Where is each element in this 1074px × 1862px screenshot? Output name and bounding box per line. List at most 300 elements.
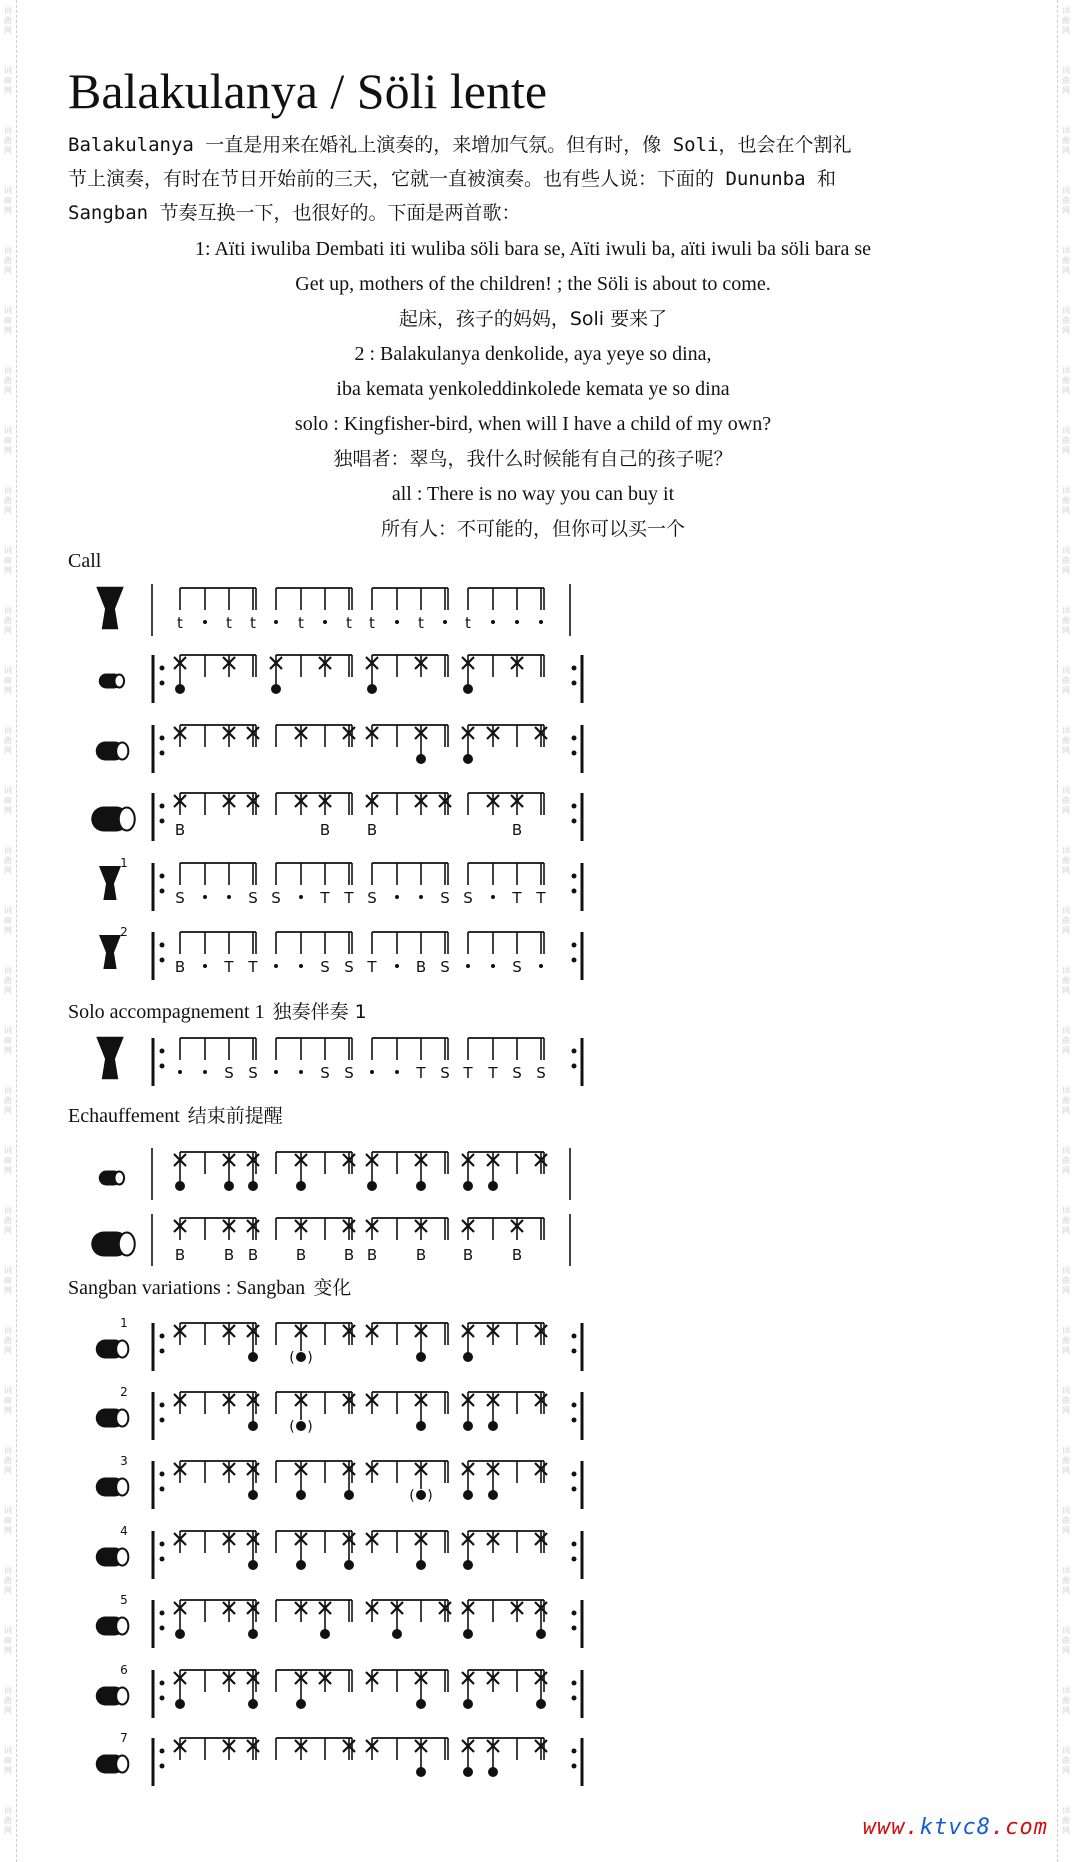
repeat-dot — [160, 1064, 165, 1069]
repeat-dot — [160, 666, 165, 671]
open-stroke-dot — [248, 1560, 258, 1570]
stroke-label: B — [511, 1246, 523, 1264]
watermark-text: 词 曲 网 — [1062, 306, 1070, 335]
open-stroke-dot — [416, 1352, 426, 1362]
notation-row — [96, 725, 582, 773]
djembe-icon — [96, 587, 124, 630]
repeat-dot — [572, 804, 577, 809]
intro-line: Balakulanya 一直是用来在婚礼上演奏的，来增加气氛。但有时，像 Soli，也会在个割礼 — [68, 134, 852, 156]
stroke-label: T — [224, 958, 234, 976]
repeat-dot — [572, 1472, 577, 1477]
notation-row — [96, 1731, 582, 1786]
watermark-text: 词 曲 网 — [4, 66, 12, 95]
stroke-label: t — [369, 614, 375, 632]
stroke-label: S — [320, 958, 330, 976]
open-stroke-dot — [536, 1629, 546, 1639]
watermark-text: 词 曲 网 — [1062, 1086, 1070, 1115]
stroke-label: t — [346, 614, 352, 632]
stroke-label: S — [320, 1064, 330, 1082]
stroke-label: B — [174, 821, 186, 839]
repeat-dot — [572, 666, 577, 671]
rest-dot — [227, 895, 231, 899]
watermark-text: 词 曲 网 — [4, 6, 12, 35]
stroke-label: t — [418, 614, 424, 632]
rest-dot — [395, 1070, 399, 1074]
drum-head-icon — [116, 743, 128, 760]
stroke-label: S — [224, 1064, 234, 1082]
section-label-solo: Solo accompagnement 1 独奏伴奏 1 — [68, 1001, 367, 1023]
repeat-dot — [160, 874, 165, 879]
variation-number: 2 — [120, 1385, 128, 1399]
open-stroke-dot — [392, 1629, 402, 1639]
repeat-dot — [572, 958, 577, 963]
watermark-text: 词 曲 网 — [4, 1326, 12, 1355]
stroke-label: S — [440, 889, 450, 907]
repeat-dot — [160, 1418, 165, 1423]
open-stroke-dot — [175, 1181, 185, 1191]
watermark-text: 词 曲 网 — [1062, 546, 1070, 575]
repeat-dot — [160, 804, 165, 809]
watermark-text: 词 曲 网 — [1062, 786, 1070, 815]
stroke-label: S — [512, 958, 522, 976]
stroke-label: B — [247, 1246, 259, 1264]
watermark-text: 词 曲 网 — [1062, 1206, 1070, 1235]
watermark-text: 词 曲 网 — [4, 306, 12, 335]
drum-head-icon — [119, 808, 135, 831]
drum-head-icon — [116, 1410, 128, 1427]
repeat-dot — [572, 874, 577, 879]
rest-dot — [203, 895, 207, 899]
notation-row — [96, 584, 570, 636]
repeat-dot — [160, 889, 165, 894]
ghost-stroke-dot — [296, 1421, 306, 1431]
watermark-text: 词 曲 网 — [4, 1146, 12, 1175]
drum-head-icon — [116, 1688, 128, 1705]
watermark-text: 词 曲 网 — [4, 126, 12, 155]
repeat-dot — [160, 1557, 165, 1562]
rest-dot — [539, 620, 543, 624]
rest-dot — [395, 964, 399, 968]
stroke-label: t — [226, 614, 232, 632]
repeat-dot — [160, 1403, 165, 1408]
drum-head-icon — [114, 675, 124, 688]
notation-row — [96, 1037, 582, 1086]
rest-dot — [299, 964, 303, 968]
stroke-label: S — [344, 958, 354, 976]
open-stroke-dot — [463, 1699, 473, 1709]
repeat-dot — [572, 1403, 577, 1408]
repeat-dot — [160, 1542, 165, 1547]
watermark-text: 词 曲 网 — [1062, 426, 1070, 455]
open-stroke-dot — [248, 1181, 258, 1191]
open-stroke-dot — [416, 754, 426, 764]
open-stroke-dot — [248, 1352, 258, 1362]
open-stroke-dot — [320, 1629, 330, 1639]
watermark-text: 词 曲 网 — [4, 1386, 12, 1415]
repeat-dot — [572, 943, 577, 948]
watermark-text: 词 曲 网 — [1062, 1806, 1070, 1835]
watermark-text: 词 曲 网 — [4, 546, 12, 575]
open-stroke-dot — [463, 1181, 473, 1191]
open-stroke-dot — [463, 1490, 473, 1500]
ghost-stroke-dot — [416, 1490, 426, 1500]
drum-head-icon — [116, 1341, 128, 1358]
lyric-line: solo : Kingfisher-bird, when will I have a child of my own? — [294, 413, 772, 435]
notation-row — [91, 793, 582, 841]
open-stroke-dot — [296, 1490, 306, 1500]
repeat-dot — [572, 1349, 577, 1354]
paren-mark: ) — [307, 1419, 313, 1435]
stroke-label: B — [295, 1246, 307, 1264]
watermark-text: 词 曲 网 — [1062, 66, 1070, 95]
watermark-text: 词 曲 网 — [4, 486, 12, 515]
paren-mark: ) — [307, 1350, 313, 1366]
open-stroke-dot — [463, 1352, 473, 1362]
stroke-label: T — [248, 958, 258, 976]
open-stroke-dot — [248, 1490, 258, 1500]
watermark-text: 词 曲 网 — [4, 786, 12, 815]
rest-dot — [515, 620, 519, 624]
paren-mark: ) — [427, 1488, 433, 1504]
open-stroke-dot — [416, 1421, 426, 1431]
variation-number: 4 — [120, 1524, 128, 1538]
stroke-label: S — [440, 1064, 450, 1082]
watermark-text: 词 曲 网 — [1062, 606, 1070, 635]
stroke-label: B — [223, 1246, 235, 1264]
stroke-label: B — [415, 1246, 427, 1264]
watermark-text: 词 曲 网 — [1062, 1266, 1070, 1295]
rest-dot — [466, 964, 470, 968]
repeat-dot — [572, 889, 577, 894]
open-stroke-dot — [296, 1181, 306, 1191]
stroke-label: t — [250, 614, 256, 632]
watermark-text: 词 曲 网 — [4, 906, 12, 935]
stroke-label: S — [344, 1064, 354, 1082]
repeat-dot — [572, 1049, 577, 1054]
section-label-call: Call — [68, 550, 102, 572]
watermark-text: 词 曲 网 — [1062, 186, 1070, 215]
repeat-dot — [572, 1611, 577, 1616]
open-stroke-dot — [463, 1560, 473, 1570]
watermark-text: 词 曲 网 — [4, 606, 12, 635]
notation-row — [99, 856, 582, 911]
watermark-text: 词 曲 网 — [1062, 666, 1070, 695]
ghost-stroke-dot — [296, 1352, 306, 1362]
drum-head-icon — [116, 1479, 128, 1496]
repeat-dot — [572, 1542, 577, 1547]
open-stroke-dot — [344, 1560, 354, 1570]
section-label-sangban: Sangban variations : Sangban 变化 — [68, 1277, 352, 1299]
watermark-text: 词 曲 网 — [4, 666, 12, 695]
stroke-label: T — [416, 1064, 426, 1082]
watermark-text: 词 曲 网 — [4, 366, 12, 395]
repeat-dot — [160, 1349, 165, 1354]
rest-dot — [419, 895, 423, 899]
watermark-text: 词 曲 网 — [1062, 366, 1070, 395]
open-stroke-dot — [488, 1767, 498, 1777]
repeat-dot — [160, 1764, 165, 1769]
stroke-label: S — [248, 1064, 258, 1082]
repeat-dot — [160, 1487, 165, 1492]
repeat-dot — [160, 958, 165, 963]
repeat-dot — [572, 736, 577, 741]
watermark-text: 词 曲 网 — [4, 1746, 12, 1775]
stroke-label: S — [271, 889, 281, 907]
drum-head-icon — [116, 1756, 128, 1773]
notation-row — [99, 925, 582, 980]
lyric-line: 所有人：不可能的，但你可以买一个 — [380, 518, 685, 540]
open-stroke-dot — [296, 1560, 306, 1570]
open-stroke-dot — [248, 1629, 258, 1639]
watermark-text: 词 曲 网 — [4, 1086, 12, 1115]
open-stroke-dot — [248, 1421, 258, 1431]
notation-row — [96, 1454, 582, 1509]
open-stroke-dot — [536, 1699, 546, 1709]
watermark-text: 词 曲 网 — [1062, 1506, 1070, 1535]
open-stroke-dot — [416, 1699, 426, 1709]
watermark-text: 词 曲 网 — [1062, 1026, 1070, 1055]
stroke-label: t — [177, 614, 183, 632]
site-brand: www.ktvc8.com — [862, 1815, 1048, 1840]
repeat-dot — [572, 1418, 577, 1423]
open-stroke-dot — [367, 684, 377, 694]
variation-number: 1 — [120, 856, 128, 870]
open-stroke-dot — [175, 684, 185, 694]
lyric-line: 独唱者：翠鸟，我什么时候能有自己的孩子呢？ — [333, 448, 733, 470]
repeat-dot — [160, 943, 165, 948]
open-stroke-dot — [463, 1767, 473, 1777]
repeat-dot — [572, 1681, 577, 1686]
watermark-text: 词 曲 网 — [4, 1806, 12, 1835]
rest-dot — [539, 964, 543, 968]
drum-head-icon — [116, 1618, 128, 1635]
stroke-label: S — [175, 889, 185, 907]
watermark-text: 词 曲 网 — [4, 1266, 12, 1295]
notation-row — [91, 1214, 570, 1266]
drum-head-icon — [119, 1233, 135, 1256]
watermark-text: 词 曲 网 — [4, 186, 12, 215]
watermark-text: 词 曲 网 — [4, 1206, 12, 1235]
rest-dot — [274, 1070, 278, 1074]
open-stroke-dot — [488, 1490, 498, 1500]
rest-dot — [395, 895, 399, 899]
notation-row — [96, 1593, 582, 1648]
open-stroke-dot — [463, 1421, 473, 1431]
rest-dot — [203, 964, 207, 968]
stroke-label: T — [463, 1064, 473, 1082]
repeat-dot — [572, 1064, 577, 1069]
repeat-dot — [572, 1696, 577, 1701]
watermark-text: 词 曲 网 — [4, 1686, 12, 1715]
djembe-icon — [96, 1037, 124, 1080]
rest-dot — [491, 964, 495, 968]
repeat-dot — [572, 1626, 577, 1631]
stroke-label: T — [512, 889, 522, 907]
variation-number: 6 — [120, 1663, 128, 1677]
stroke-label: B — [366, 1246, 378, 1264]
notation-row — [96, 1663, 582, 1718]
watermark-text: 词 曲 网 — [1062, 846, 1070, 875]
rest-dot — [274, 964, 278, 968]
section-label-echauffement: Echauffement 结束前提醒 — [68, 1105, 283, 1127]
watermark-text: 词 曲 网 — [1062, 1446, 1070, 1475]
repeat-dot — [160, 1611, 165, 1616]
stroke-label: B — [366, 821, 378, 839]
repeat-dot — [160, 1749, 165, 1754]
watermark-text: 词 曲 网 — [1062, 126, 1070, 155]
repeat-dot — [160, 1472, 165, 1477]
stroke-label: B — [319, 821, 331, 839]
notation-row — [99, 655, 582, 703]
repeat-dot — [160, 1626, 165, 1631]
stroke-label: B — [462, 1246, 474, 1264]
lyric-line: 1: Aïti iwuliba Dembati iti wuliba söli bara se, Aïti iwuli ba, aïti iwuli ba söli bara se — [194, 238, 871, 260]
watermark-text: 词 曲 网 — [1062, 906, 1070, 935]
stroke-label: S — [248, 889, 258, 907]
stroke-label: B — [174, 958, 186, 976]
repeat-dot — [160, 1681, 165, 1686]
open-stroke-dot — [344, 1490, 354, 1500]
lyric-line: iba kemata yenkoleddinkolede kemata ye so dina — [336, 378, 730, 400]
open-stroke-dot — [248, 1699, 258, 1709]
stroke-label: B — [343, 1246, 355, 1264]
watermark-text: 词 曲 网 — [1062, 726, 1070, 755]
rest-dot — [395, 620, 399, 624]
intro-line: Sangban 节奏互换一下，也很好的。下面是两首歌： — [68, 202, 521, 224]
watermark-text: 词 曲 网 — [1062, 246, 1070, 275]
repeat-dot — [572, 819, 577, 824]
paren-mark: ( — [289, 1350, 295, 1366]
rest-dot — [299, 895, 303, 899]
watermark-text: 词 曲 网 — [4, 846, 12, 875]
watermark-text: 词 曲 网 — [1062, 1746, 1070, 1775]
open-stroke-dot — [463, 684, 473, 694]
watermark-text: 词 曲 网 — [1062, 1326, 1070, 1355]
stroke-label: S — [463, 889, 473, 907]
watermark-text: 词 曲 网 — [1062, 486, 1070, 515]
watermark-text: 词 曲 网 — [4, 966, 12, 995]
rest-dot — [323, 620, 327, 624]
watermark-text: 词 曲 网 — [4, 246, 12, 275]
watermark-text: 词 曲 网 — [1062, 6, 1070, 35]
stroke-label: T — [320, 889, 330, 907]
djembe-icon — [99, 935, 121, 969]
watermark-text: 词 曲 网 — [1062, 1386, 1070, 1415]
lyric-line: 2 : Balakulanya denkolide, aya yeye so dina, — [354, 343, 712, 365]
repeat-dot — [572, 1557, 577, 1562]
stroke-label: B — [511, 821, 523, 839]
stroke-label: T — [344, 889, 354, 907]
repeat-dot — [572, 1487, 577, 1492]
stroke-label: B — [174, 1246, 186, 1264]
notation-row — [99, 1148, 570, 1200]
watermark-text: 词 曲 网 — [4, 1026, 12, 1055]
open-stroke-dot — [416, 1767, 426, 1777]
rest-dot — [203, 620, 207, 624]
open-stroke-dot — [296, 1699, 306, 1709]
stroke-label: T — [367, 958, 377, 976]
watermark-text: 词 曲 网 — [1062, 1146, 1070, 1175]
rest-dot — [443, 620, 447, 624]
watermark-text: 词 曲 网 — [4, 1446, 12, 1475]
repeat-dot — [160, 1334, 165, 1339]
repeat-dot — [572, 681, 577, 686]
lyric-line: 起床，孩子的妈妈，Soli 要来了 — [398, 308, 668, 330]
repeat-dot — [160, 1049, 165, 1054]
paren-mark: ( — [289, 1419, 295, 1435]
open-stroke-dot — [271, 684, 281, 694]
rest-dot — [370, 1070, 374, 1074]
stroke-label: T — [536, 889, 546, 907]
rest-dot — [491, 895, 495, 899]
variation-number: 3 — [120, 1454, 128, 1468]
variation-number: 1 — [120, 1316, 128, 1330]
open-stroke-dot — [488, 1181, 498, 1191]
rest-dot — [274, 620, 278, 624]
watermark-text: 词 曲 网 — [1062, 1686, 1070, 1715]
repeat-dot — [160, 681, 165, 686]
stroke-label: S — [512, 1064, 522, 1082]
rest-dot — [299, 1070, 303, 1074]
variation-number: 5 — [120, 1593, 128, 1607]
open-stroke-dot — [224, 1181, 234, 1191]
drum-head-icon — [114, 1172, 124, 1185]
stroke-label: S — [367, 889, 377, 907]
stroke-label: t — [465, 614, 471, 632]
repeat-dot — [572, 1334, 577, 1339]
stroke-label: B — [415, 958, 427, 976]
rest-dot — [491, 620, 495, 624]
repeat-dot — [160, 819, 165, 824]
open-stroke-dot — [488, 1421, 498, 1431]
variation-number: 7 — [120, 1731, 128, 1745]
open-stroke-dot — [416, 1181, 426, 1191]
watermark-text: 词 曲 网 — [1062, 1626, 1070, 1655]
stroke-label: S — [440, 958, 450, 976]
stroke-label: S — [536, 1064, 546, 1082]
watermark-text: 词 曲 网 — [4, 1626, 12, 1655]
lyric-line: Get up, mothers of the children! ; the Söli is about to come. — [295, 273, 771, 295]
repeat-dot — [572, 1764, 577, 1769]
open-stroke-dot — [175, 1629, 185, 1639]
open-stroke-dot — [367, 1181, 377, 1191]
stroke-label: t — [298, 614, 304, 632]
repeat-dot — [572, 751, 577, 756]
repeat-dot — [160, 736, 165, 741]
rest-dot — [178, 1070, 182, 1074]
watermark-text: 词 曲 网 — [4, 1566, 12, 1595]
watermark-text: 词 曲 网 — [4, 726, 12, 755]
open-stroke-dot — [416, 1560, 426, 1570]
watermark-text: 词 曲 网 — [1062, 966, 1070, 995]
notation-row — [96, 1524, 582, 1579]
stroke-label: T — [488, 1064, 498, 1082]
open-stroke-dot — [175, 1699, 185, 1709]
paren-mark: ( — [409, 1488, 415, 1504]
djembe-icon — [99, 866, 121, 900]
watermark-text: 词 曲 网 — [1062, 1566, 1070, 1595]
notation-row — [96, 1316, 582, 1371]
watermark-text: 词 曲 网 — [4, 426, 12, 455]
open-stroke-dot — [463, 1629, 473, 1639]
repeat-dot — [160, 751, 165, 756]
notation-row — [96, 1385, 582, 1440]
intro-line: 节上演奏，有时在节日开始前的三天，它就一直被演奏。也有些人说：下面的 Dununba 和 — [68, 168, 836, 190]
lyric-line: all : There is no way you can buy it — [391, 483, 675, 505]
rest-dot — [203, 1070, 207, 1074]
page-title: Balakulanya / Söli lente — [68, 63, 548, 119]
repeat-dot — [572, 1749, 577, 1754]
